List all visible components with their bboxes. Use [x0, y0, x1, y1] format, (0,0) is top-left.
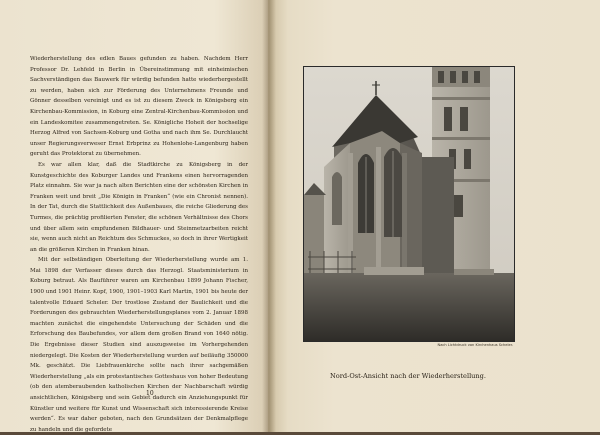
- body-text: [30, 54, 248, 435]
- paragraph-1: Wiederherstellung des edlen Baues gefunden zu haben. Nachdem Herr Professor Dr. Lehfeld in Berlin in Übereinstimmung mit einheimischen Sachverständigen das Bauwerk für würdig befunden hatte wiederhergestellt zu werden, haben sich zur Förderung des Unternehmens Freunde und Gönner desselben vereinigt und es ist zu diesem Zweck in Königsberg ein Kirchenbau-Kommission, in Koburg eine Zentral-Kirchenbau-Kommission und ein Landeskomitee zusammengetreten. Se. Königliche Hoheit der hochselige Herzog Alfred von Sachsen-Koburg und Gotha und nach ihm Se. Durchlaucht unser Regierungsverweser Ernst Erbprinz zu Hohenlohe-Langenburg haben geruht das Protektorat zu übernehmen.: [30, 56, 248, 158]
- church-illustration: [304, 67, 514, 341]
- photo-credit: Nach Lichtdruck von Kirchenhaus Scheler.: [437, 343, 513, 347]
- book-gutter: [262, 0, 276, 432]
- page-number: 10: [146, 390, 154, 397]
- photo-caption: Nord-Ost-Ansicht nach der Wiederherstellung.: [330, 372, 486, 380]
- left-page: [0, 0, 268, 432]
- church-photograph: [303, 66, 515, 342]
- paragraph-2: Es war allen klar, daß die Stadtkirche zu Königsberg in der Kunstgeschichte des Koburger Landes und Frankens einen hervorragenden Platz einnahm. Sie war ja nach alten Berichten eine der schönsten Kirchen in Franken weit und breit „Die Königin in Franken“ (wie ein Chronist nennen). In der Tat, durch die Stattlichkeit des Außenbaues, die reiche Gliederung des Turmes, die prächtig profilierten Fenster, die schönen Verhältnisse des Chors und über allem sein empfundenen Bildhauer- und Steinmetzarbeiten reicht sie, wenn auch nicht an Reichtum des Schmuckes, so doch in ihrer Wertigkeit an die größeren Kirchen in Franken hinan.: [30, 161, 248, 253]
- paragraph-3: Mit der selbständigen Oberleitung der Wiederherstellung wurde am 1. Mai 1898 der Verfasser dieses durch das Herzogl. Staatsministerium in Koburg betraut. Als Bauführer waren am Kirchenbau 1899 Johann Fischer, 1900 und 1901 Heinr. Kopf, 1900, 1901–1903 Karl Martin, 1901 bis heute der talentvolle Eduard Scheler. Der trostlose Zustand der Baulichkeit und die Forderungen des gebrauchten Wiederherstellungsplanes vom 2. Januar 1898 machten zunächst die eingehendste Untersuchung der Schäden und die Erforschung des Baubefundes, vor allem dem großen Brand von 1640 nötig. Die Ergebnisse dieser Studien sind auszugsweise im Vorhergehenden niedergelegt. Die Kosten der Wiederherstellung wurden auf beiläufig 350000 Mk. geschätzt. Die Liebfrauenkirche sollte nach ihrer sachgemäßen Wiederherstellung „als ein protestantisches Gotteshaus von hoher Bedeutung (ob den atemberaubenden katholischen Kirchen der Nachbarschaft würdig ansichtlichen, Königsberg und sein Gebiet dadurch ein Anziehungspunkt für Künstler und weitere für Kunst und Wissenschaft sich interessierende Kreise werden“. Es war daher geboten, nach den Grundsätzen der Denkmalpflege zu handeln und die gefordete: [30, 257, 248, 433]
